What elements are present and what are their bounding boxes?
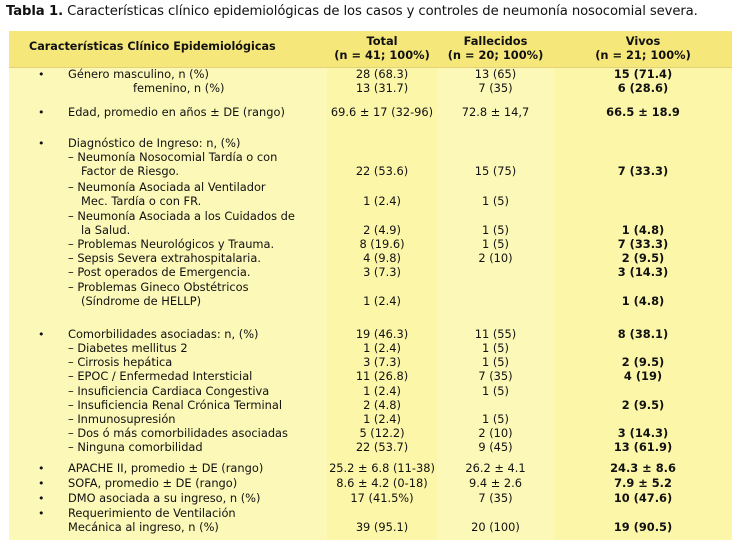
cell-fallecidos: 1 (5) [481,384,509,398]
cell-total: 11 (26.8) [355,369,409,383]
cell-fallecidos: 1 (5) [481,341,509,355]
row-label: – Sepsis Severa extrahospitalaria. [68,251,261,265]
row-label: – Ninguna comorbilidad [68,440,203,454]
row-label: SOFA, promedio ± DE (rango) [68,476,238,490]
cell-total: 4 (9.8) [363,251,401,265]
cell-total: 39 (95.1) [355,520,409,534]
cell-total: 19 (46.3) [355,327,409,341]
row-bullet: • [38,68,45,81]
cell-vivos: 19 (90.5) [613,520,673,534]
cell-fallecidos: 13 (65) [474,67,517,81]
header-vivos-n: (n = 21; 100%) [595,48,691,62]
cell-fallecidos: 1 (5) [481,223,509,237]
row-bullet: • [38,106,45,119]
cell-total: 8.6 ± 4.2 (0-18) [336,476,428,490]
cell-vivos: 2 (9.5) [621,398,665,412]
cell-fallecidos: 1 (5) [481,237,509,251]
caption-prefix: Tabla 1. [6,4,64,19]
row-label: – Problemas Neurológicos y Trauma. [68,237,275,251]
cell-fallecidos: 7 (35) [478,491,513,505]
cell-vivos: 13 (61.9) [613,440,673,454]
row-label: – Problemas Gineco Obstétricos [68,280,249,294]
header-total [327,34,437,62]
row-label: – EPOC / Enfermedad Intersticial [68,369,253,383]
header-fallecidos-title: Fallecidos [463,34,528,48]
cell-total: 5 (12.2) [359,426,405,440]
cell-vivos: 2 (9.5) [621,355,665,369]
table-caption [6,4,698,19]
cell-fallecidos: 9.4 ± 2.6 [468,476,522,490]
cell-vivos: 66.5 ± 18.9 [606,105,680,119]
header-vivos-title: Vivos [625,34,661,48]
cell-total: 25.2 ± 6.8 (11-38) [329,461,435,475]
cell-vivos: 1 (4.8) [621,294,665,308]
row-label: – Diabetes mellitus 2 [68,341,188,355]
row-label: – Neumonía Asociada al Ventilador [68,180,266,194]
row-label: Edad, promedio en años ± DE (rango) [68,105,285,119]
cell-vivos: 2 (9.5) [621,251,665,265]
cell-fallecidos: 2 (10) [478,251,513,265]
row-label: Género masculino, n (%) [68,67,209,81]
row-label: Mec. Tardía o con FR. [81,194,202,208]
cell-fallecidos: 26.2 ± 4.1 [465,461,526,475]
row-bullet: • [38,328,45,341]
cell-fallecidos: 9 (45) [478,440,513,454]
cell-fallecidos: 1 (5) [481,355,509,369]
header-vivos [554,34,732,62]
caption-text: Características clínico epidemiológicas de los casos y controles de neumonía nosocomial severa. [63,4,698,19]
cell-vivos: 3 (14.3) [617,426,669,440]
row-bullet: • [38,137,45,150]
cell-vivos: 7 (33.3) [617,164,669,178]
row-label: Factor de Riesgo. [81,164,179,178]
row-label: la Salud. [81,223,131,237]
cell-vivos: 8 (38.1) [617,327,669,341]
cell-total: 1 (2.4) [363,194,401,208]
cell-fallecidos: 7 (35) [478,81,513,95]
cell-total: 22 (53.7) [355,440,409,454]
cell-vivos: 6 (28.6) [617,81,669,95]
row-label: DMO asociada a su ingreso, n (%) [68,491,261,505]
cell-fallecidos: 2 (10) [478,426,513,440]
row-label: – Neumonía Asociada a los Cuidados de [68,209,295,223]
cell-total: 17 (41.5%) [350,491,414,505]
cell-vivos: 10 (47.6) [613,491,673,505]
row-bullet: • [38,477,45,490]
header-total-n: (n = 41; 100%) [334,48,430,62]
cell-vivos: 24.3 ± 8.6 [610,461,676,475]
cell-total: 3 (7.3) [363,265,401,279]
row-label: – Insuficiencia Renal Crónica Terminal [68,398,283,412]
cell-vivos: 7.9 ± 5.2 [614,476,672,490]
row-bullet: • [38,462,45,475]
row-bullet: • [38,507,45,520]
row-label: Comorbilidades asociadas: n, (%) [68,327,259,341]
row-label: femenino, n (%) [133,81,225,95]
row-label: – Insuficiencia Cardiaca Congestiva [68,384,270,398]
cell-fallecidos: 15 (75) [474,164,517,178]
row-label: – Post operados de Emergencia. [68,265,251,279]
cell-total: 22 (53.6) [355,164,409,178]
cell-total: 2 (4.8) [363,398,401,412]
cell-vivos: 15 (71.4) [613,67,673,81]
row-bullet: • [38,492,45,505]
row-label: Mecánica al ingreso, n (%) [68,520,219,534]
data-table [9,31,732,540]
row-label: – Dos ó más comorbilidades asociadas [68,426,288,440]
cell-total: 1 (2.4) [363,294,401,308]
cell-total: 8 (19.6) [359,237,405,251]
cell-total: 1 (2.4) [363,341,401,355]
cell-total: 69.6 ± 17 (32-96) [330,105,434,119]
cell-fallecidos: 11 (55) [474,327,517,341]
cell-fallecidos: 20 (100) [471,520,520,534]
header-total-title: Total [366,34,398,48]
cell-total: 3 (7.3) [363,355,401,369]
row-label: – Neumonía Nosocomial Tardía o con [68,150,278,164]
row-label: – Inmunosupresión [68,412,176,426]
row-label: Diagnóstico de Ingreso: n, (%) [68,136,241,150]
row-label: APACHE II, promedio ± DE (rango) [68,461,264,475]
cell-vivos: 4 (19) [623,369,663,383]
header-fallecidos-n: (n = 20; 100%) [447,48,544,62]
header-characteristics: Características Clínico Epidemiológicas [29,40,276,53]
cell-fallecidos: 1 (5) [481,412,509,426]
row-label: Requerimiento de Ventilación [68,506,236,520]
cell-fallecidos: 72.8 ± 14,7 [461,105,530,119]
row-label: – Cirrosis hepática [68,355,173,369]
cell-total: 28 (68.3) [355,67,409,81]
row-label: (Síndrome de HELLP) [81,294,202,308]
header-fallecidos [437,34,554,62]
cell-vivos: 1 (4.8) [621,223,665,237]
cell-vivos: 7 (33.3) [617,237,669,251]
cell-total: 13 (31.7) [355,81,409,95]
cell-vivos: 3 (14.3) [617,265,669,279]
cell-fallecidos: 1 (5) [481,194,509,208]
cell-total: 1 (2.4) [363,384,401,398]
cell-total: 1 (2.4) [363,412,401,426]
cell-fallecidos: 7 (35) [478,369,513,383]
cell-total: 2 (4.9) [363,223,401,237]
